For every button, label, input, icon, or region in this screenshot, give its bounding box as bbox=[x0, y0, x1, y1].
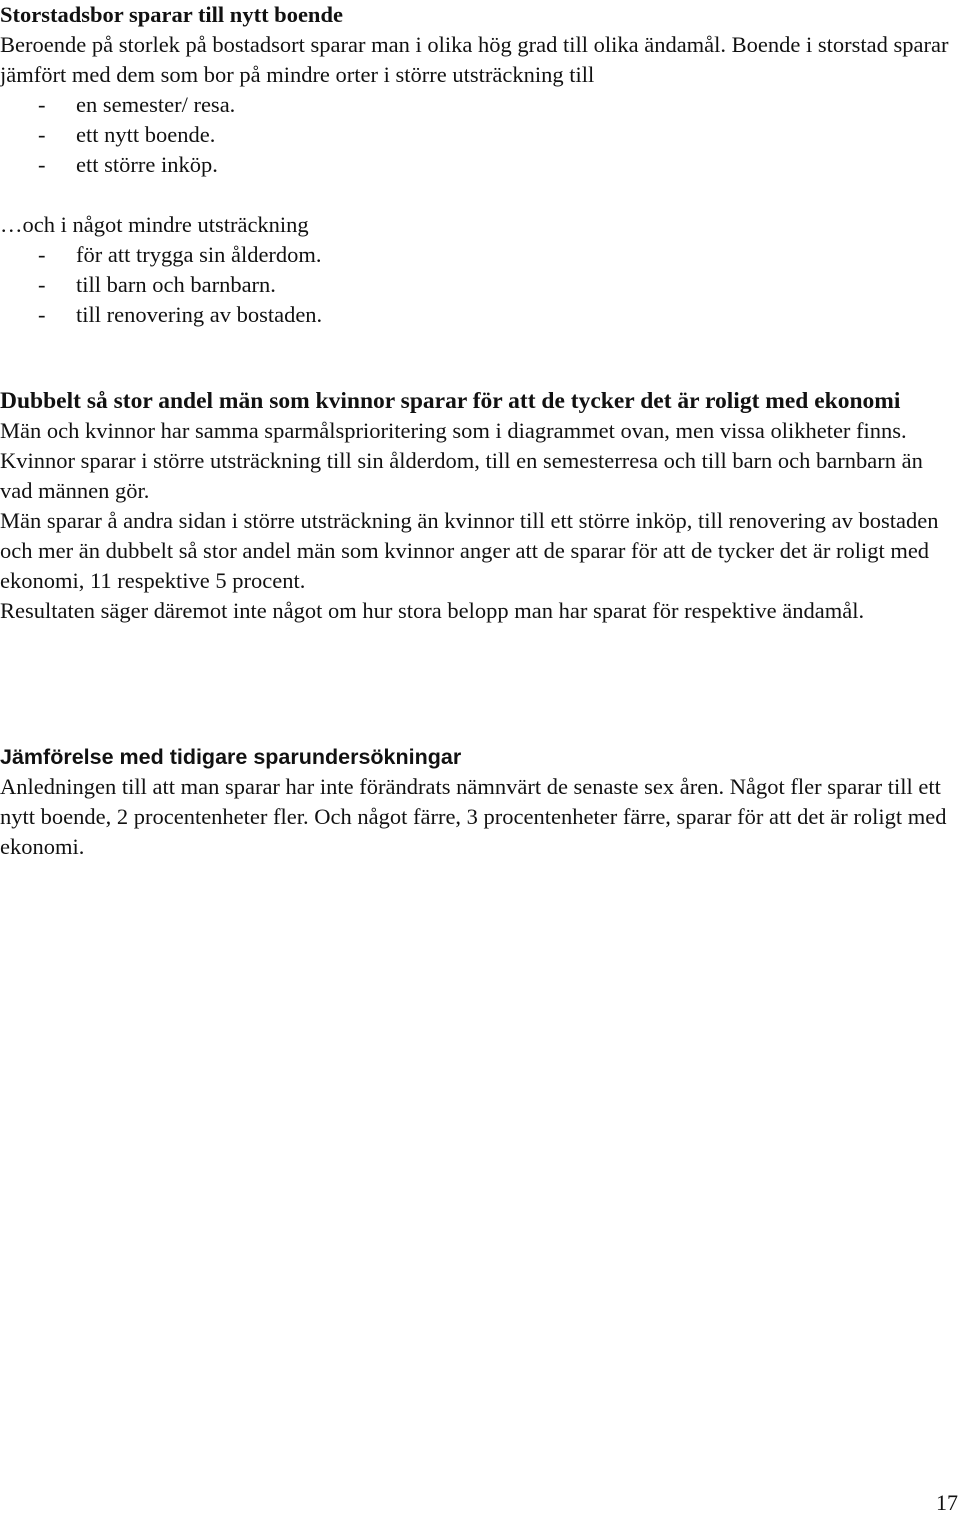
list-lead-text: …och i något mindre utsträckning bbox=[0, 212, 309, 237]
list-item: - ett nytt boende. bbox=[0, 120, 960, 150]
savings-purposes-list-less bbox=[0, 240, 960, 330]
list-item: - ett större inköp. bbox=[0, 150, 960, 180]
list-item: - till barn och barnbarn. bbox=[0, 270, 960, 300]
section-heading: Storstadsbor sparar till nytt boende bbox=[0, 2, 343, 27]
list-item: - en semester/ resa. bbox=[0, 90, 960, 120]
paragraph: Resultaten säger däremot inte något om hur stora belopp man har sparat för respektive ändamål. bbox=[0, 598, 865, 623]
list-item: - för att trygga sin ålderdom. bbox=[0, 240, 960, 270]
section-heading: Jämförelse med tidigare sparundersökningar bbox=[0, 745, 462, 769]
section-heading: Dubbelt så stor andel män som kvinnor sparar för att de tycker det är roligt med ekonomi bbox=[0, 388, 901, 414]
savings-purposes-list-more bbox=[0, 90, 960, 180]
paragraph: Män och kvinnor har samma sparmålsprioritering som i diagrammet ovan, men vissa olikheter finns. Kvinnor sparar i större utsträckning till sin ålderdom, till en semesterresa och till barn och barnbarn än vad männen gör. bbox=[0, 418, 923, 503]
section-storstadsbor bbox=[0, 0, 960, 330]
section-gender-differences bbox=[0, 386, 960, 626]
section-intro: Beroende på storlek på bostadsort sparar man i olika hög grad till olika ändamål. Boende i storstad sparar jämfört med dem som bor på mindre orter i större utsträckning till bbox=[0, 32, 949, 87]
page-number: 17 bbox=[936, 1490, 958, 1515]
section-comparison bbox=[0, 742, 960, 862]
list-item: - till renovering av bostaden. bbox=[0, 300, 960, 330]
paragraph: Män sparar å andra sidan i större utsträckning än kvinnor till ett större inköp, till renovering av bostaden och mer än dubbelt så stor andel män som kvinnor anger att de sparar för att de tycker det är roligt med ekonomi, 11 respektive 5 procent. bbox=[0, 508, 939, 593]
paragraph: Anledningen till att man sparar har inte förändrats nämnvärt de senaste sex åren. Något fler sparar till ett nytt boende, 2 procentenheter fler. Och något färre, 3 procentenheter färre, sparar för att det är roligt med ekonomi. bbox=[0, 774, 947, 859]
